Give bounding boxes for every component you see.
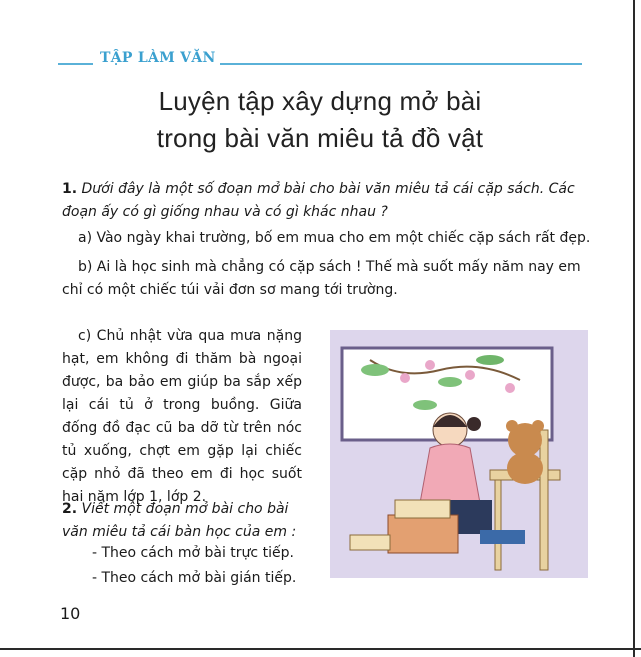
exercise-1-prompt [62,178,592,224]
paragraph-a: a) Vào ngày khai trường, bố em mua cho em một chiếc cặp sách rất đẹp. [78,230,591,246]
teddy-bear-ear [506,420,518,432]
leaf [413,400,437,410]
exercise-2-text: Viết một đoạn mở bài cho bài văn miêu tả cái bàn học của em : [62,501,297,540]
girl-leg [480,530,525,544]
leaf [476,355,504,365]
exercise-2-option-direct: - Theo cách mở bài trực tiếp. [92,545,294,561]
page-number: 10 [60,604,81,623]
lesson-title-line1: Luyện tập xây dựng mở bài [158,86,482,116]
flower [425,360,435,370]
flower [400,373,410,383]
section-label: TẬP LÀM VĂN [100,50,216,66]
teddy-bear-ear [532,420,544,432]
exercise-2-number: 2. [62,501,78,517]
exercise-2-prompt [62,498,312,544]
section-rule-right [220,63,582,65]
girl-ponytail [467,417,481,431]
teddy-bear-body [507,452,543,484]
paragraph-b: b) Ai là học sinh mà chẳng có cặp sách ! Thế mà suốt mấy năm nay em chỉ có một chiếc túi vải đơn sơ mang tới trường. [62,259,581,298]
lesson-title-line2: trong bài văn miêu tả đồ vật [156,123,484,153]
girl-with-schoolbag-illustration [330,330,588,578]
paragraph-c: c) Chủ nhật vừa qua mưa nặng hạt, em không đi thăm bà ngoại được, ba bảo em giúp ba sắp xếp lại cái tủ ở trong buồng. Giữa đống đồ đạc cũ ba dỡ từ trên nóc tủ xuống, chợt em gặp lại chiếc cặp nhỏ đã theo em đi học suốt hai năm lớp 1, lớp 2. [62,328,302,505]
exercise-1-number: 1. [62,181,78,197]
exercise-1-text: Dưới đây là một số đoạn mở bài cho bài văn miêu tả cái cặp sách. Các đoạn ấy có gì giống nhau và có gì khác nhau ? [62,181,575,220]
chair-leg [495,480,501,570]
book [350,535,390,550]
leaf [361,364,389,376]
flower [465,370,475,380]
flower [505,383,515,393]
page-edge-bottom [0,648,641,650]
exercise-2-option-indirect: - Theo cách mở bài gián tiếp. [92,570,297,586]
schoolbag [388,515,458,553]
section-rule-left [58,63,93,65]
book-stack [395,500,450,518]
girl-shirt [420,444,480,503]
leaf [438,377,462,387]
page-edge-right [633,0,635,657]
chair-back [540,430,548,570]
